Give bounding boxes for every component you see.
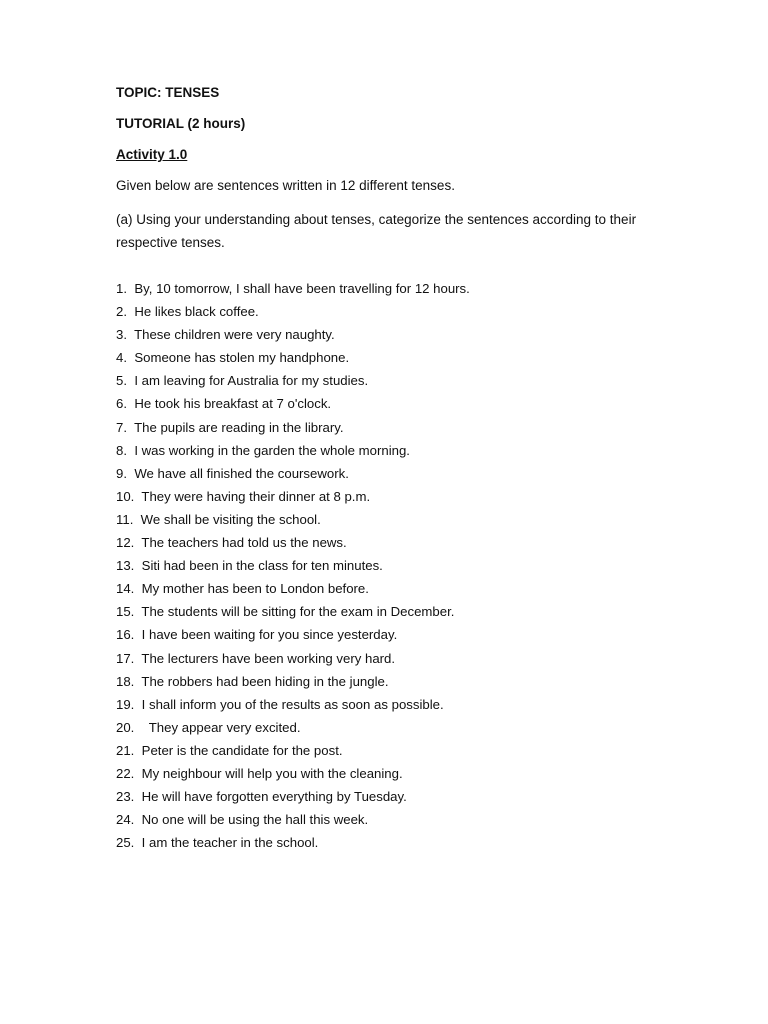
sentence-item: 20. They appear very excited. [116,719,301,735]
sentence-item: 21. Peter is the candidate for the post. [116,742,343,758]
sentence-item: 10. They were having their dinner at 8 p.m. [116,488,371,504]
sentence-item: 5. I am leaving for Australia for my studies. [116,373,369,389]
sentence-item: 15. The students will be sitting for the exam in December. [116,604,455,620]
sentence-item: 24. No one will be using the hall this week. [116,812,369,828]
sentence-item: 7. The pupils are reading in the library. [116,419,344,435]
sentence-item: 11. We shall be visiting the school. [116,511,321,527]
intro-paragraph: Given below are sentences written in 12 different tenses. [116,178,455,193]
sentence-item: 8. I was working in the garden the whole morning. [116,442,410,458]
sentence-item: 4. Someone has stolen my handphone. [116,350,350,366]
sentence-item: 17. The lecturers have been working very hard. [116,650,396,666]
topic-heading: TOPIC: TENSES [116,85,220,100]
activity-heading: Activity 1.0 [116,147,188,162]
instruction-paragraph: (a) Using your understanding about tenses, categorize the sentences according to their respective tenses. [116,212,637,250]
sentence-item: 18. The robbers had been hiding in the jungle. [116,673,389,689]
sentence-item: 12. The teachers had told us the news. [116,535,347,551]
sentence-item: 25. I am the teacher in the school. [116,835,319,851]
sentence-item: 3. These children were very naughty. [116,327,335,343]
sentence-item: 19. I shall inform you of the results as soon as possible. [116,696,444,712]
sentence-item: 14. My mother has been to London before. [116,581,369,597]
tutorial-heading: TUTORIAL (2 hours) [116,116,246,131]
sentence-item: 2. He likes black coffee. [116,304,259,320]
sentence-item: 22. My neighbour will help you with the cleaning. [116,765,403,781]
sentence-item: 23. He will have forgotten everything by Tuesday. [116,789,407,805]
sentence-item: 9. We have all finished the coursework. [116,465,349,481]
sentence-item: 6. He took his breakfast at 7 o'clock. [116,396,332,412]
sentence-item: 1. By, 10 tomorrow, I shall have been travelling for 12 hours. [116,281,470,296]
sentence-item: 16. I have been waiting for you since yesterday. [116,627,398,643]
sentence-item: 13. Siti had been in the class for ten minutes. [116,558,383,574]
sentence-list [116,277,470,854]
